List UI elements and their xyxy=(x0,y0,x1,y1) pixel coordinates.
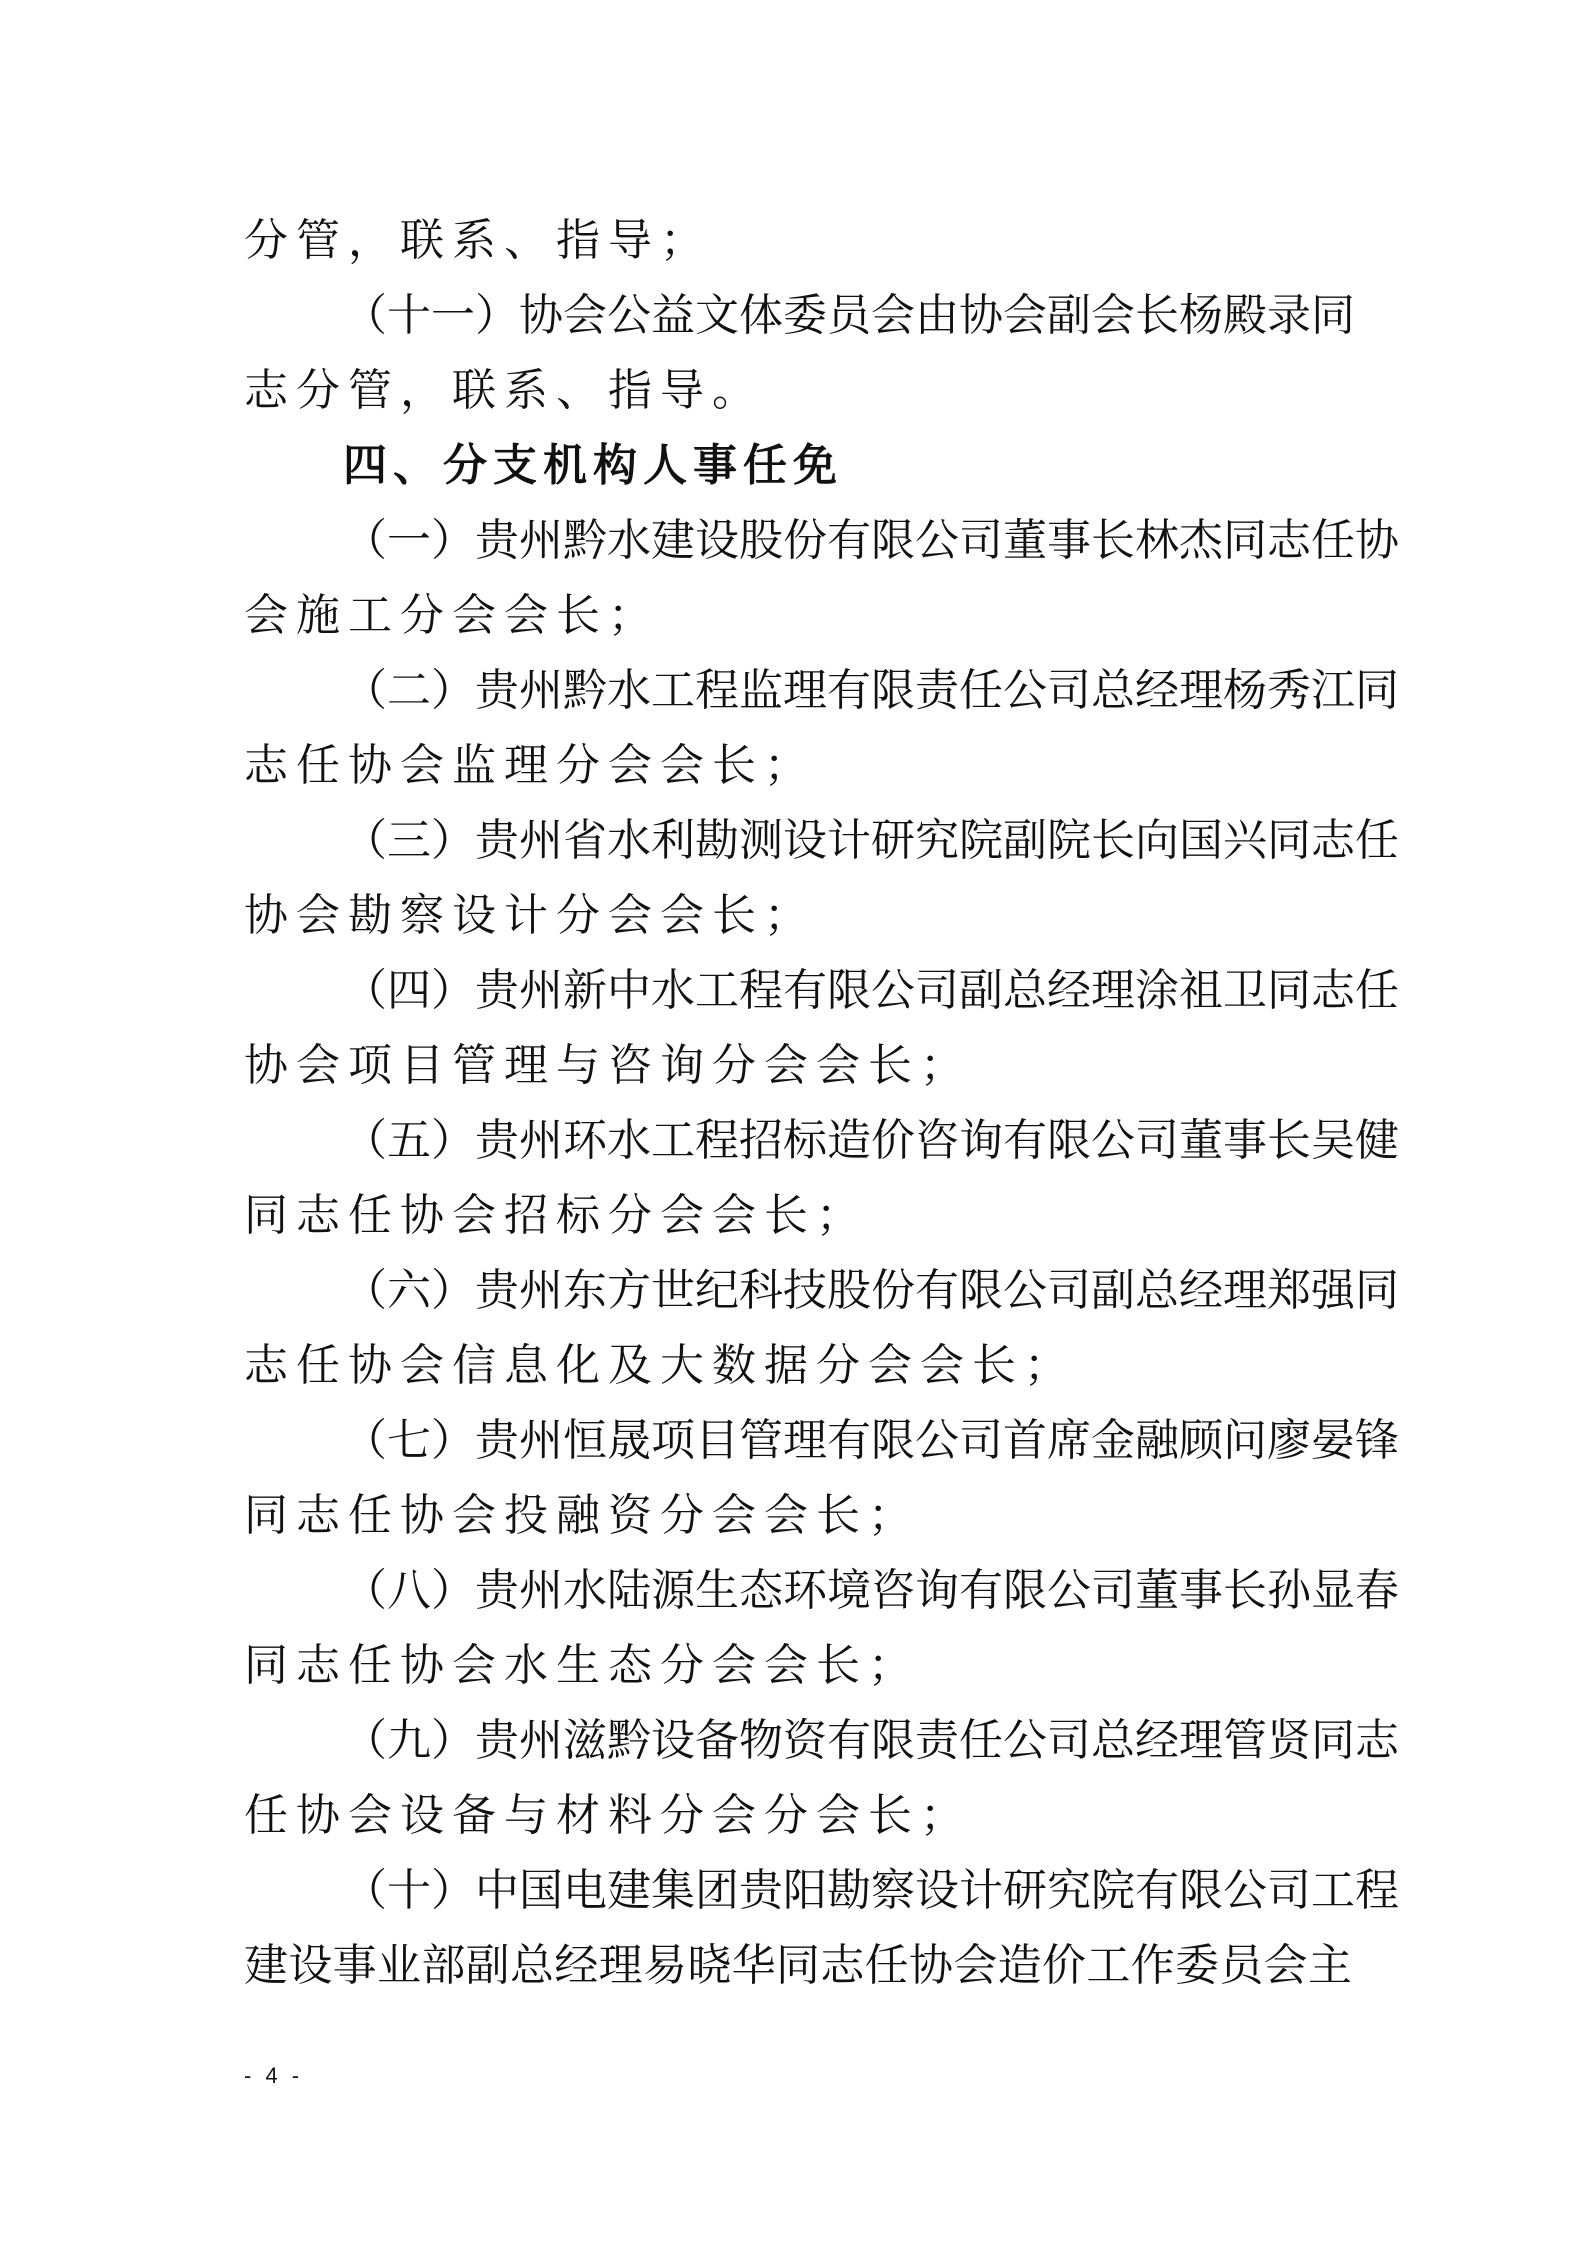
text-line: （五）贵州环水工程招标造价咨询有限公司董事长吴健 xyxy=(343,1115,1399,1166)
text-line: 同志任协会水生态分会会长； xyxy=(244,1640,920,1691)
text-line: 会施工分会会长； xyxy=(244,590,660,641)
text-line: 志分管，联系、指导。 xyxy=(244,365,764,416)
section-heading: 四、分支机构人事任免 xyxy=(343,440,843,491)
text-line: （八）贵州水陆源生态环境咨询有限公司董事长孙显春 xyxy=(343,1565,1399,1616)
text-line: 协会项目管理与咨询分会会长； xyxy=(244,1040,972,1091)
page-number: - 4 - xyxy=(244,2063,304,2088)
text-line: 任协会设备与材料分会分会长； xyxy=(244,1790,972,1841)
text-line: 志任协会监理分会会长； xyxy=(244,740,816,791)
text-line: 同志任协会投融资分会会长； xyxy=(244,1490,920,1541)
text-line: （十）中国电建集团贵阳勘察设计研究院有限公司工程 xyxy=(343,1865,1399,1916)
text-line: 协会勘察设计分会会长； xyxy=(244,890,816,941)
text-line: 志任协会信息化及大数据分会会长； xyxy=(244,1340,1076,1391)
text-line: （四）贵州新中水工程有限公司副总经理涂祖卫同志任 xyxy=(343,965,1399,1016)
text-line: （十一）协会公益文体委员会由协会副会长杨殿录同 xyxy=(343,290,1355,341)
text-line: （二）贵州黔水工程监理有限责任公司总经理杨秀江同 xyxy=(343,665,1399,716)
text-line: （三）贵州省水利勘测设计研究院副院长向国兴同志任 xyxy=(343,815,1399,866)
text-line: 建设事业部副总经理易晓华同志任协会造价工作委员会主 xyxy=(244,1940,1352,1991)
text-line: 分管，联系、指导； xyxy=(244,215,712,266)
text-line: （一）贵州黔水建设股份有限公司董事长林杰同志任协 xyxy=(343,515,1399,566)
text-line: （九）贵州滋黔设备物资有限责任公司总经理管贤同志 xyxy=(343,1715,1399,1766)
text-line: 同志任协会招标分会会长； xyxy=(244,1190,868,1241)
text-line: （六）贵州东方世纪科技股份有限公司副总经理郑强同 xyxy=(343,1265,1399,1316)
document-body xyxy=(244,203,1399,2003)
text-line: （七）贵州恒晟项目管理有限公司首席金融顾问廖晏锋 xyxy=(343,1415,1399,1466)
